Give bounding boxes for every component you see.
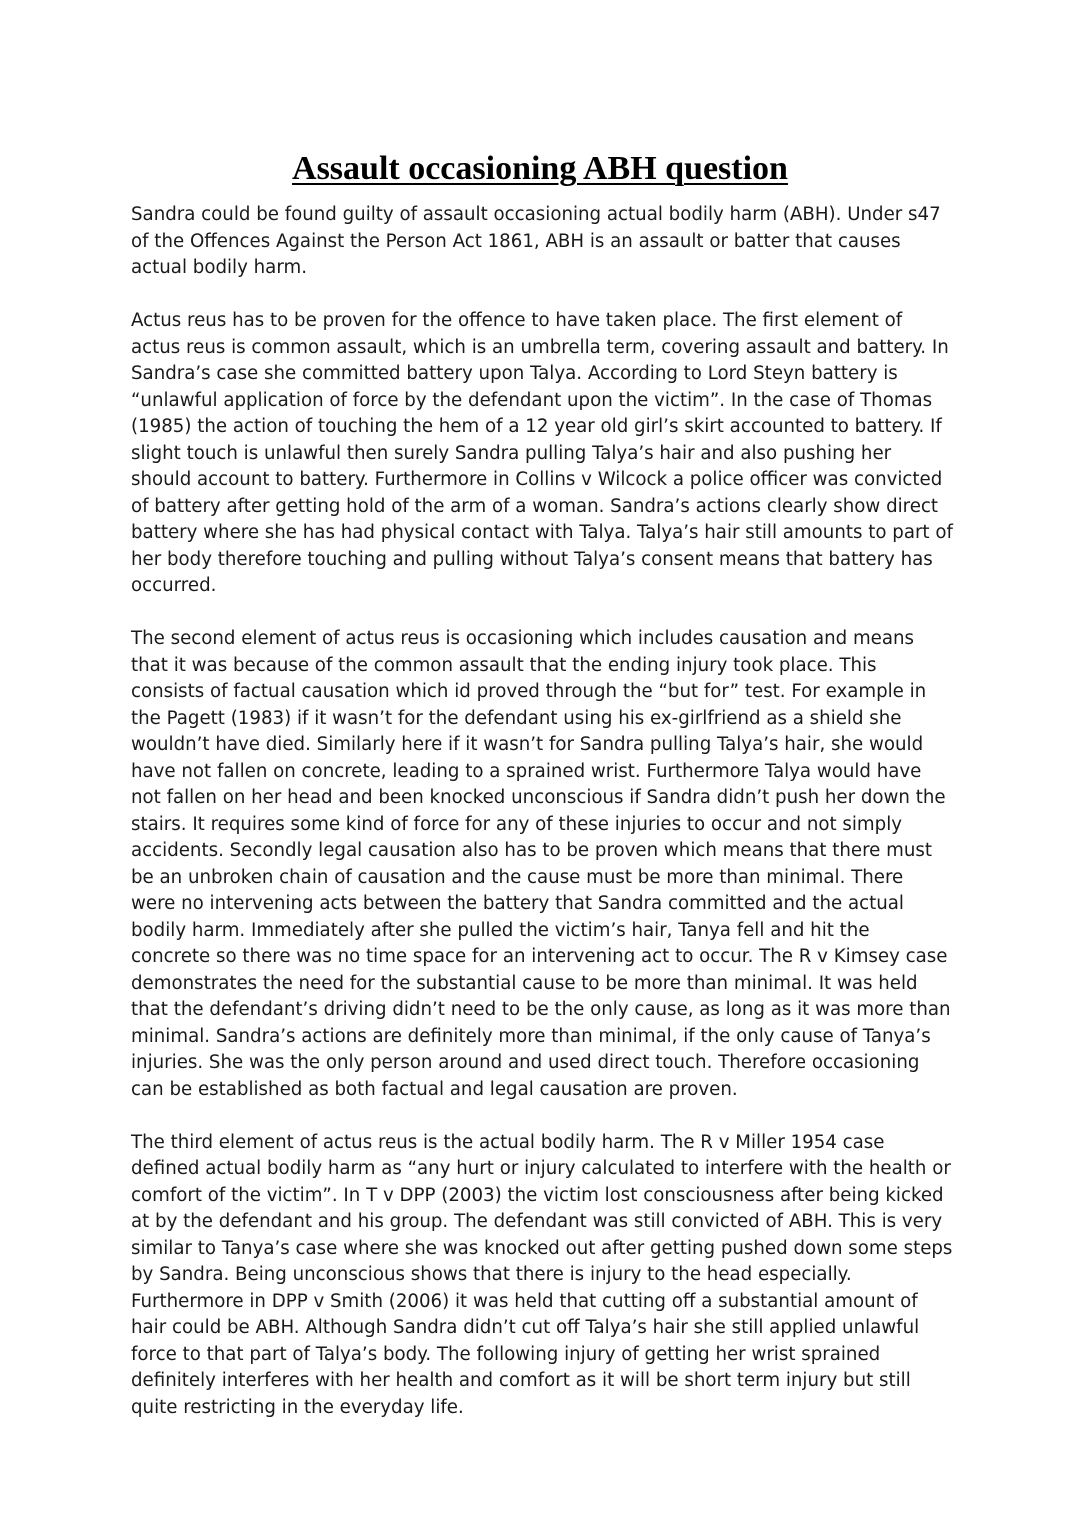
paragraph-actual-bodily-harm: The third element of actus reus is the actual bodily harm. The R v Miller 1954 case defined actual bodily harm as “any hurt or injury calculated to interfere with the health or comfort of the victim”. In T v DPP (2003) the victim lost consciousness after being kicked at by the defendant and his group. The defendant was still convicted of ABH. This is very similar to Tanya’s case where she was knocked out after getting pushed down some steps by Sandra. Being unconscious shows that there is injury to the head especially. Furthermore in DPP v Smith (2006) it was held that cutting off a substantial amount of hair could be ABH. Although Sandra didn’t cut off Talya’s hair she still applied unlawful force to that part of Talya’s body. The following injury of getting her wrist sprained definitely interferes with her health and comfort as it will be short term injury but still quite restricting in the everyday life. bbox=[131, 1131, 953, 1418]
document-title-text: Assault occasioning ABH question bbox=[292, 150, 788, 187]
paragraph-occasioning: The second element of actus reus is occasioning which includes causation and means that it was because of the common assault that the ending injury took place. This consists of factual causation which id proved through the “but for” test. For example in the Pagett (1983) if it wasn’t for the defendant using his ex-girlfriend as a shield she wouldn’t have died. Similarly here if it wasn’t for Sandra pulling Talya’s hair, she would have not fallen on concrete, leading to a sprained wrist. Furthermore Talya would have not fallen on her head and been knocked unconscious if Sandra didn’t push her down the stairs. It requires some kind of force for any of these injuries to occur and not simply accidents. Secondly legal causation also has to be proven which means that there must be an unbroken chain of causation and the cause must be more than minimal. There were no intervening acts between the battery that Sandra committed and the actual bodily harm. Immediately after she pulled the victim’s hair, Tanya fell and hit the concrete so there was no time space for an intervening act to occur. The R v Kimsey case demonstrates the need for the substantial cause to be more than minimal. It was held that the defendant’s driving didn’t need to be the only cause, as long as it was more than minimal. Sandra’s actions are definitely more than minimal, if the only cause of Tanya’s injuries. She was the only person around and used direct touch. Therefore occasioning can be established as both factual and legal causation are proven. bbox=[131, 628, 951, 1100]
paragraph-intro: Sandra could be found guilty of assault occasioning actual bodily harm (ABH). Under s47 of the Offences Against the Person Act 1861, ABH is an assault or batter that causes actual bodily harm. bbox=[131, 204, 941, 278]
document-title bbox=[0, 148, 1080, 190]
document-body bbox=[131, 202, 953, 1448]
paragraph-common-assault: Actus reus has to be proven for the offence to have taken place. The first element of actus reus is common assault, which is an umbrella term, covering assault and battery. In Sandra’s case she committed battery upon Talya. According to Lord Steyn battery is “unlawful application of force by the defendant upon the victim”. In the case of Thomas (1985) the action of touching the hem of a 12 year old girl’s skirt accounted to battery. If slight touch is unlawful then surely Sandra pulling Talya’s hair and also pushing her should account to battery. Furthermore in Collins v Wilcock a police officer was convicted of battery after getting hold of the arm of a woman. Sandra’s actions clearly show direct battery where she has had physical contact with Talya. Talya’s hair still amounts to part of her body therefore touching and pulling without Talya’s consent means that battery has occurred. bbox=[131, 310, 953, 596]
